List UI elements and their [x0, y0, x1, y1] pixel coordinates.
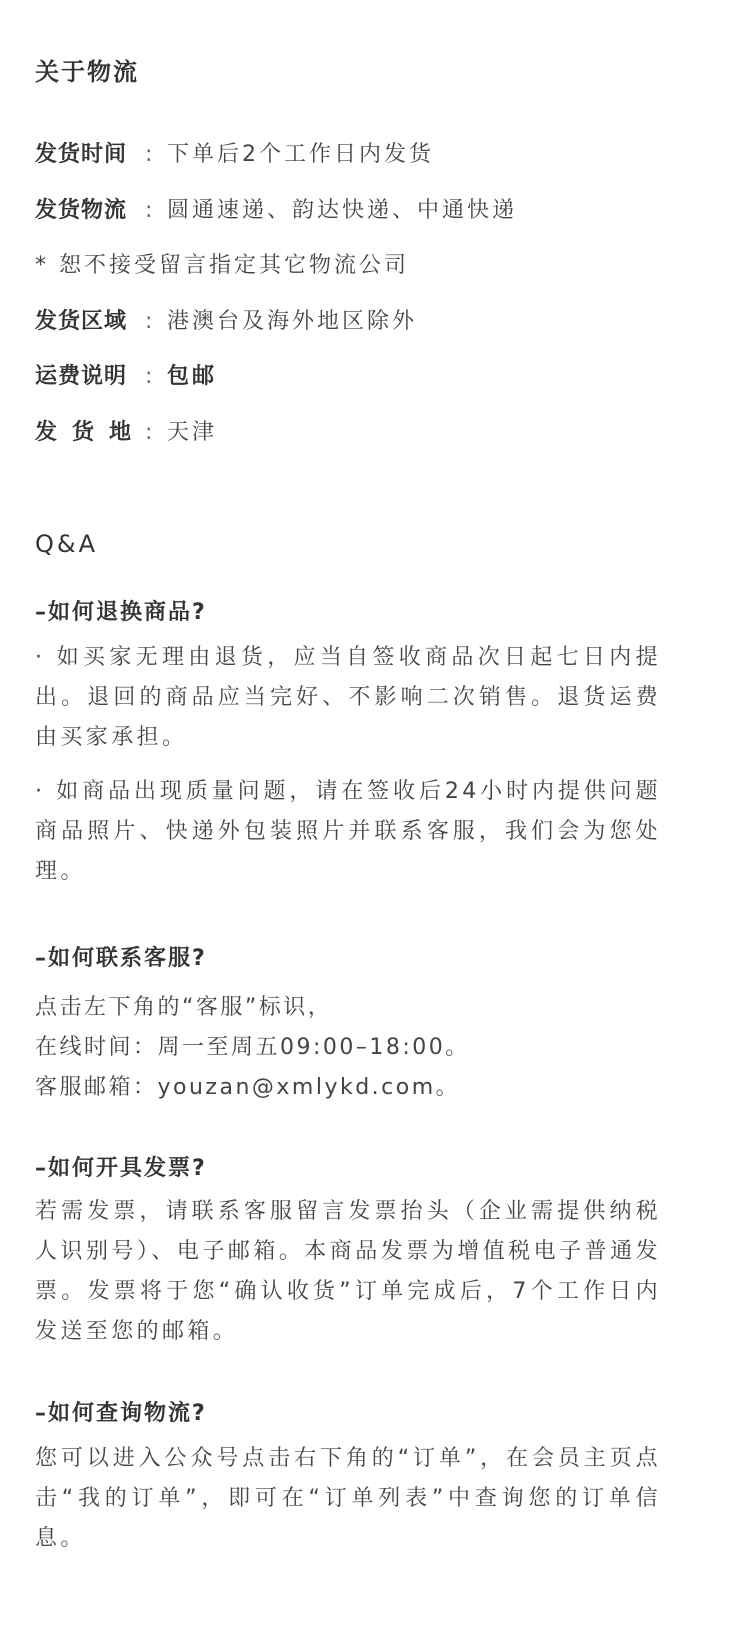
info-colon: :	[145, 420, 156, 445]
info-label: 发货地	[35, 420, 147, 445]
question-tracking: –如何查询物流?	[35, 1401, 207, 1426]
qa-section-title: Q&A	[35, 530, 99, 558]
info-row-carrier	[35, 193, 517, 224]
info-label: 发货区域	[35, 309, 128, 334]
question-invoice: –如何开具发票?	[35, 1156, 207, 1181]
info-value: 下单后2个工作日内发货	[167, 142, 434, 167]
info-row-region	[35, 304, 417, 335]
answer-invoice-paragraph: 若需发票，请联系客服留言发票抬头（企业需提供纳税人识别号）、电子邮箱。本商品发票为增值税电子普通发票。发票将于您“确认收货”订单完成后，7个工作日内发送至您的邮箱。	[35, 1199, 661, 1344]
info-value: 天津	[167, 420, 218, 445]
answer-contact-line-2: 在线时间：周一至周五09:00–18:00。	[35, 1035, 470, 1060]
info-value: 圆通速递、韵达快递、中通快递	[167, 198, 518, 223]
info-label: 运费说明	[35, 364, 128, 389]
answer-return-paragraph-1: · 如买家无理由退货，应当自签收商品次日起七日内提出。退回的商品应当完好、不影响二次销售。退货运费由买家承担。	[35, 645, 661, 750]
answer-contact-line-3: 客服邮箱：youzan@xmlykd.com。	[35, 1075, 461, 1100]
info-colon: :	[145, 142, 156, 167]
info-label: 发货物流	[35, 198, 128, 223]
question-contact: –如何联系客服?	[35, 946, 207, 971]
info-value: 包邮	[167, 364, 218, 389]
answer-contact-line-1: 点击左下角的“客服”标识，	[35, 995, 333, 1020]
info-colon: :	[145, 198, 156, 223]
answer-tracking-paragraph: 您可以进入公众号点击右下角的“订单”，在会员主页点击“我的订单”，即可在“订单列表”中查询您的订单信息。	[35, 1446, 661, 1551]
info-colon: :	[145, 364, 156, 389]
info-label: 发货时间	[35, 142, 128, 167]
info-row-shipping-fee	[35, 359, 217, 390]
info-row-ship-time	[35, 137, 434, 168]
carrier-note: * 恕不接受留言指定其它物流公司	[35, 253, 409, 278]
info-colon: :	[145, 309, 156, 334]
answer-return-paragraph-2: · 如商品出现质量问题，请在签收后24小时内提供问题商品照片、快递外包装照片并联系客服，我们会为您处理。	[35, 779, 661, 884]
question-return: –如何退换商品?	[35, 600, 207, 625]
logistics-section-title: 关于物流	[35, 58, 139, 86]
info-value: 港澳台及海外地区除外	[167, 309, 418, 334]
info-row-origin	[35, 415, 217, 446]
